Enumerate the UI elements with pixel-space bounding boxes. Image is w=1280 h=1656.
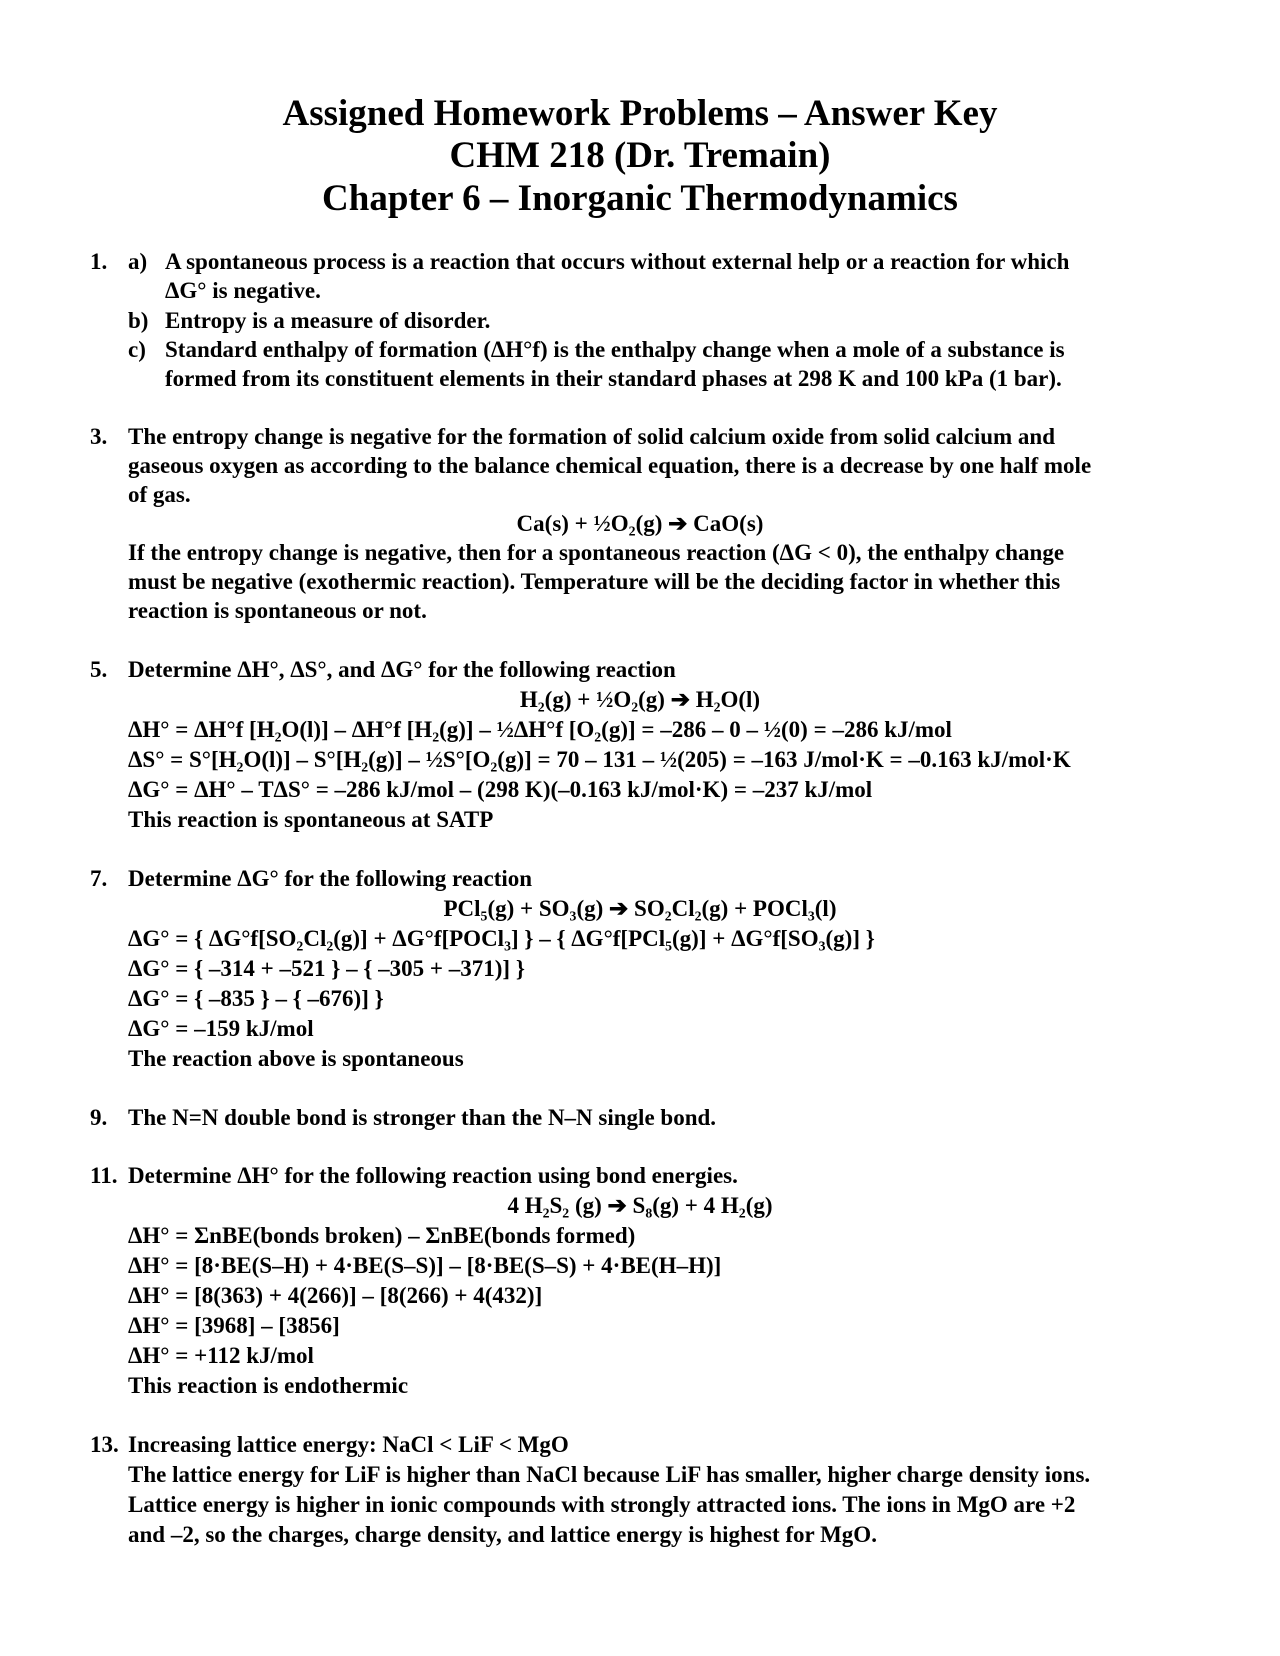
calculation-step: ΔH° = [3968] – [3856] <box>128 1313 340 1338</box>
answer-line: Entropy is a measure of disorder. <box>165 308 491 333</box>
part-label: c) <box>128 337 146 362</box>
calculation-step: ΔG° = –159 kJ/mol <box>128 1016 314 1041</box>
answer-conclusion: This reaction is endothermic <box>128 1373 409 1398</box>
part-label: b) <box>128 308 149 333</box>
answer-line: Lattice energy is higher in ionic compounds with strongly attracted ions. The ions in MgO are +2 <box>128 1492 1076 1517</box>
answer-line: formed from its constituent elements in their standard phases at 298 K and 100 kPa (1 bar). <box>165 366 1062 391</box>
chapter-title: Chapter 6 – Inorganic Thermodynamics <box>322 178 958 219</box>
answer-line: Determine ΔH°, ΔS°, and ΔG° for the following reaction <box>128 657 676 682</box>
chemical-equation: Ca(s) + ½O₂(g) ➔ CaO(s) <box>516 511 764 536</box>
calculation-step: ΔH° = [8·BE(S–H) + 4·BE(S–S)] – [8·BE(S–S) + 4·BE(H–H)] <box>128 1253 722 1278</box>
enthalpy-calculation: ΔH° = ΔH°f [H₂O(l)] – ΔH°f [H₂(g)] – ½ΔH°f [O₂(g)] = –286 – 0 – ½(0) = –286 kJ/mol <box>128 717 952 742</box>
answer-line: The lattice energy for LiF is higher than NaCl because LiF has smaller, higher charge density ions. <box>128 1462 1091 1487</box>
answer-line: The entropy change is negative for the formation of solid calcium oxide from solid calcium and <box>128 424 1055 449</box>
answer-line: Increasing lattice energy: NaCl < LiF < MgO <box>128 1432 569 1457</box>
answer-line: ΔG° is negative. <box>165 278 321 303</box>
question-number: 11. <box>90 1163 118 1188</box>
answer-line: Standard enthalpy of formation (ΔH°f) is the enthalpy change when a mole of a substance is <box>165 337 1065 362</box>
answer-line: Determine ΔH° for the following reaction using bond energies. <box>128 1163 738 1188</box>
answer-line: The N=N double bond is stronger than the N–N single bond. <box>128 1105 717 1130</box>
question-number: 13. <box>90 1432 119 1457</box>
answer-line: If the entropy change is negative, then for a spontaneous reaction (ΔG < 0), the enthalpy change <box>128 540 1065 565</box>
answer-conclusion: The reaction above is spontaneous <box>128 1046 464 1071</box>
calculation-step: ΔG° = { ΔG°f[SO₂Cl₂(g)] + ΔG°f[POCl₃] } – { ΔG°f[PCl₅(g)] + ΔG°f[SO₃(g)] } <box>128 926 875 951</box>
answer-conclusion: This reaction is spontaneous at SATP <box>128 807 494 832</box>
answer-line: must be negative (exothermic reaction). Temperature will be the deciding factor in whether this <box>128 569 1061 594</box>
part-label: a) <box>128 249 148 274</box>
question-number: 7. <box>90 866 108 891</box>
answer-line: Determine ΔG° for the following reaction <box>128 866 533 891</box>
chemical-equation: H₂(g) + ½O₂(g) ➔ H₂O(l) <box>519 687 761 712</box>
calculation-step: ΔH° = +112 kJ/mol <box>128 1343 314 1368</box>
calculation-step: ΔH° = ΣnBE(bonds broken) – ΣnBE(bonds formed) <box>128 1223 636 1248</box>
question-number: 9. <box>90 1105 108 1130</box>
question-number: 1. <box>90 249 108 274</box>
chemical-equation: PCl₅(g) + SO₃(g) ➔ SO₂Cl₂(g) + POCl₃(l) <box>443 896 837 921</box>
course-title: CHM 218 (Dr. Tremain) <box>449 135 831 176</box>
entropy-calculation: ΔS° = S°[H₂O(l)] – S°[H₂(g)] – ½S°[O₂(g)] = 70 – 131 – ½(205) = –163 J/mol·K = –0.163 kJ/mol·K <box>128 747 1071 772</box>
answer-line: and –2, so the charges, charge density, and lattice energy is highest for MgO. <box>128 1522 877 1547</box>
calculation-step: ΔG° = { –314 + –521 } – { –305 + –371)] } <box>128 956 525 981</box>
answer-line: of gas. <box>128 482 191 507</box>
page-title: Assigned Homework Problems – Answer Key <box>282 93 998 134</box>
calculation-step: ΔH° = [8(363) + 4(266)] – [8(266) + 4(432)] <box>128 1283 543 1308</box>
question-number: 5. <box>90 657 108 682</box>
calculation-step: ΔG° = { –835 } – { –676)] } <box>128 986 384 1011</box>
question-number: 3. <box>90 424 108 449</box>
chemical-equation: 4 H₂S₂ (g) ➔ S₈(g) + 4 H₂(g) <box>507 1193 773 1218</box>
answer-line: gaseous oxygen as according to the balance chemical equation, there is a decrease by one half mole <box>128 453 1092 478</box>
gibbs-calculation: ΔG° = ΔH° – TΔS° = –286 kJ/mol – (298 K)(–0.163 kJ/mol·K) = –237 kJ/mol <box>128 777 873 802</box>
answer-line: A spontaneous process is a reaction that occurs without external help or a reaction for which <box>165 249 1070 274</box>
answer-line: reaction is spontaneous or not. <box>128 598 427 623</box>
